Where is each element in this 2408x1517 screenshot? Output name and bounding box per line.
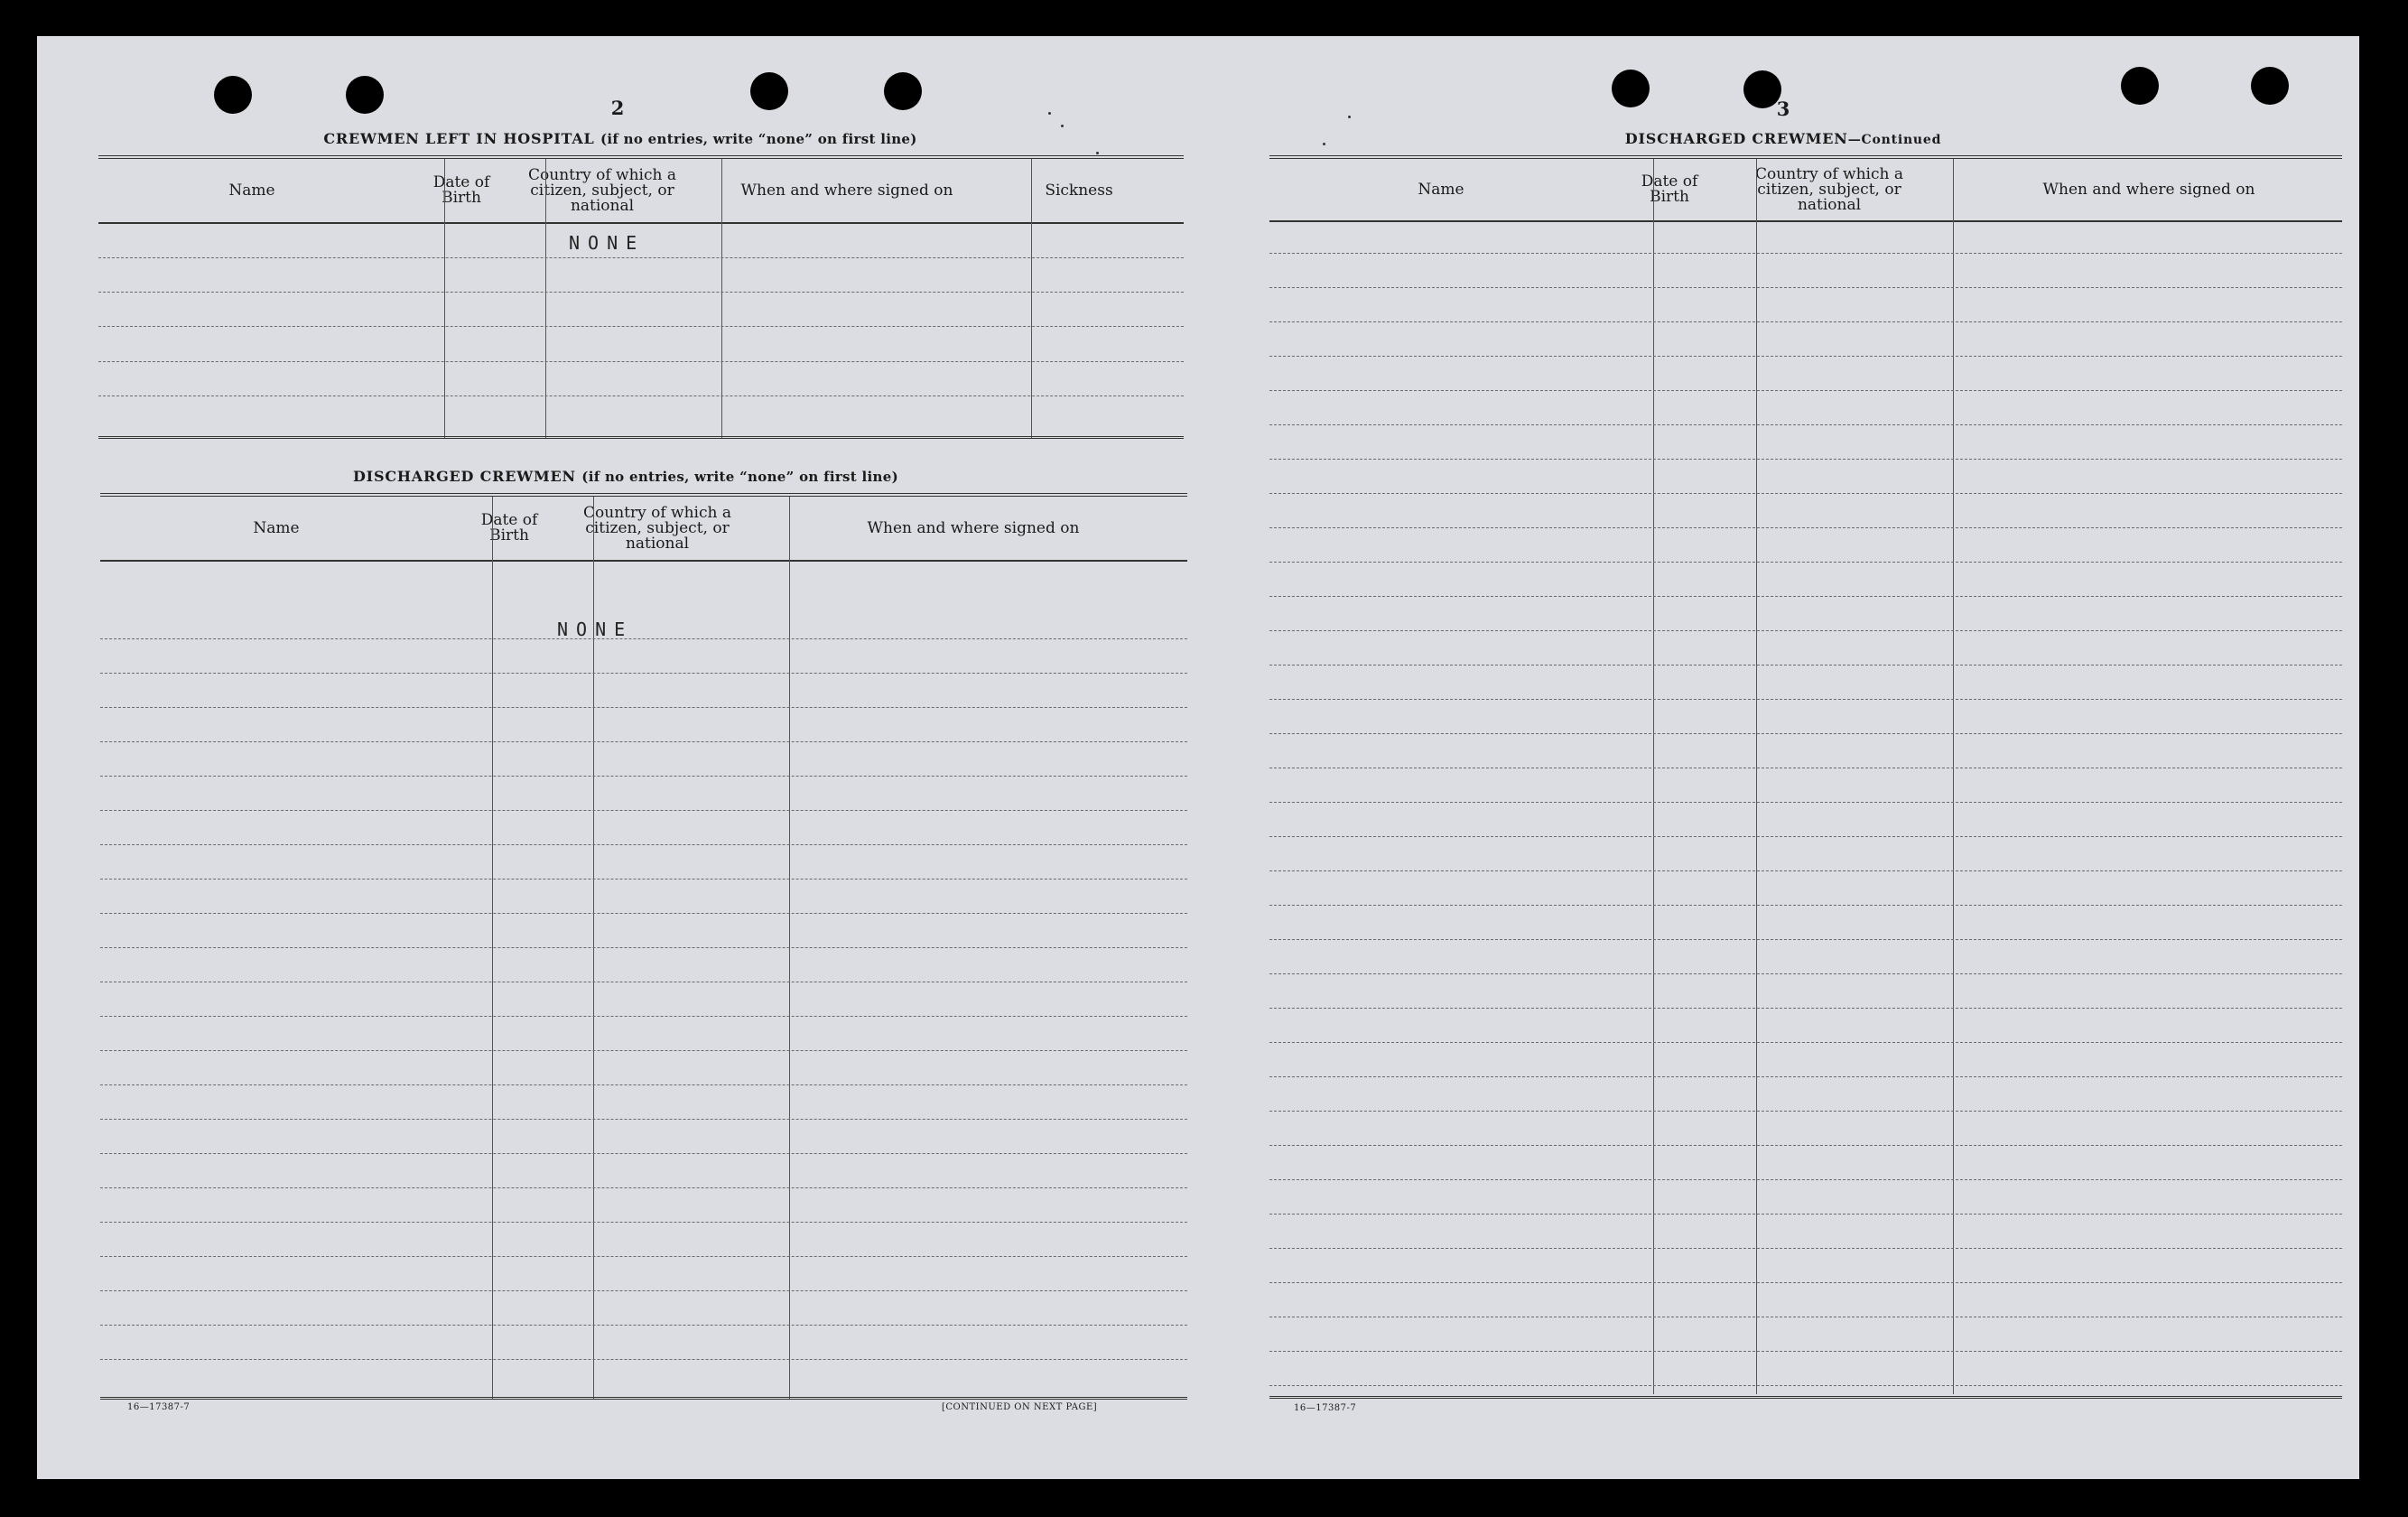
ruled-line xyxy=(1269,424,2342,425)
punch-hole xyxy=(2251,67,2289,105)
column-header-country: Country of which a citizen, subject, or national xyxy=(583,503,731,553)
punch-hole xyxy=(346,76,384,114)
ruled-line xyxy=(100,1153,1187,1154)
ruled-line xyxy=(100,1119,1187,1120)
ruled-line xyxy=(1269,287,2342,288)
ruled-line xyxy=(1269,1214,2342,1215)
column-header-signed-on: When and where signed on xyxy=(2042,180,2255,199)
punch-hole xyxy=(750,72,788,110)
ruled-line xyxy=(1269,699,2342,700)
punch-hole xyxy=(884,72,922,110)
ruled-line xyxy=(1269,1385,2342,1386)
document-sheet xyxy=(37,36,2359,1479)
page-number: 2 xyxy=(610,97,625,119)
ruled-line xyxy=(1269,1351,2342,1352)
discharged-table xyxy=(100,493,1187,1403)
column-header-date-of-birth: Date of Birth xyxy=(432,173,490,207)
ruled-line xyxy=(100,1050,1187,1051)
discharged-entry-none: NONE xyxy=(557,619,634,640)
column-header-date-of-birth: Date of Birth xyxy=(480,511,538,544)
column-header-signed-on: When and where signed on xyxy=(867,518,1080,537)
page-number: 3 xyxy=(1776,98,1790,120)
ruled-line xyxy=(100,673,1187,674)
ruled-line xyxy=(1269,356,2342,357)
ruled-line xyxy=(1269,562,2342,563)
ruled-line xyxy=(100,707,1187,708)
punch-hole xyxy=(1743,70,1781,108)
ruled-line xyxy=(100,1084,1187,1085)
form-number: 16—17387-7 xyxy=(1294,1403,1357,1413)
discharged-continued-table xyxy=(1269,155,2342,1405)
ruled-line xyxy=(1269,596,2342,597)
column-header-date-of-birth: Date of Birth xyxy=(1641,172,1698,206)
discharged-continued-header xyxy=(1269,159,2342,222)
column-header-name: Name xyxy=(1418,180,1464,199)
form-number: 16—17387-7 xyxy=(127,1402,191,1412)
ruled-line xyxy=(1269,1248,2342,1249)
ruled-line xyxy=(1269,1145,2342,1146)
column-header-name: Name xyxy=(228,181,275,200)
ruled-line xyxy=(1269,630,2342,631)
ruled-line xyxy=(1269,459,2342,460)
discharged-table-header xyxy=(100,497,1187,562)
ruled-line xyxy=(1269,1179,2342,1180)
ruled-line xyxy=(1269,733,2342,734)
ruled-line xyxy=(1269,321,2342,322)
column-header-country: Country of which a citizen, subject, or national xyxy=(528,165,676,215)
ruled-line xyxy=(100,913,1187,914)
ruled-line xyxy=(100,1256,1187,1257)
discharged-section-title: DISCHARGED CREWMEN (if no entries, write “none” on first line) xyxy=(353,468,898,485)
column-header-country: Country of which a citizen, subject, or national xyxy=(1755,164,1903,214)
hospital-section-title: CREWMEN LEFT IN HOSPITAL (if no entries, write “none” on first line) xyxy=(323,130,917,147)
ruled-line xyxy=(1269,253,2342,254)
continued-note: [CONTINUED ON NEXT PAGE] xyxy=(942,1402,1098,1412)
hospital-entry-none: NONE xyxy=(569,232,646,254)
punch-hole xyxy=(2121,67,2159,105)
ruled-line xyxy=(1269,939,2342,940)
discharged-continued-title: DISCHARGED CREWMEN—Continued xyxy=(1624,130,1942,147)
ruled-line xyxy=(100,1187,1187,1188)
ruled-line xyxy=(1269,870,2342,871)
ruled-line xyxy=(100,1359,1187,1360)
hospital-table xyxy=(98,155,1184,442)
column-header-signed-on: When and where signed on xyxy=(740,181,953,200)
ruled-line xyxy=(1269,905,2342,906)
ruled-line xyxy=(1269,493,2342,494)
ruled-line xyxy=(1269,1111,2342,1112)
ruled-line xyxy=(100,810,1187,811)
ruled-line xyxy=(100,638,1187,639)
ruled-line xyxy=(1269,1042,2342,1043)
ruled-line xyxy=(100,776,1187,777)
column-header-sickness: Sickness xyxy=(1045,181,1113,200)
ruled-line xyxy=(1269,1008,2342,1009)
ruled-line xyxy=(1269,527,2342,528)
ruled-line xyxy=(100,1290,1187,1291)
column-header-name: Name xyxy=(253,518,300,537)
ruled-line xyxy=(100,844,1187,845)
ruled-line xyxy=(100,1016,1187,1017)
ruled-line xyxy=(100,1222,1187,1223)
ruled-line xyxy=(100,1325,1187,1326)
ruled-line xyxy=(1269,390,2342,391)
ruled-line xyxy=(1269,1076,2342,1077)
ruled-line xyxy=(100,741,1187,742)
ruled-line xyxy=(1269,802,2342,803)
ruled-line xyxy=(100,947,1187,948)
ruled-line xyxy=(1269,1282,2342,1283)
punch-hole xyxy=(1612,70,1650,107)
hospital-table-header xyxy=(98,159,1184,224)
ruled-line xyxy=(1269,973,2342,974)
ruled-line xyxy=(1269,836,2342,837)
punch-hole xyxy=(214,76,252,114)
